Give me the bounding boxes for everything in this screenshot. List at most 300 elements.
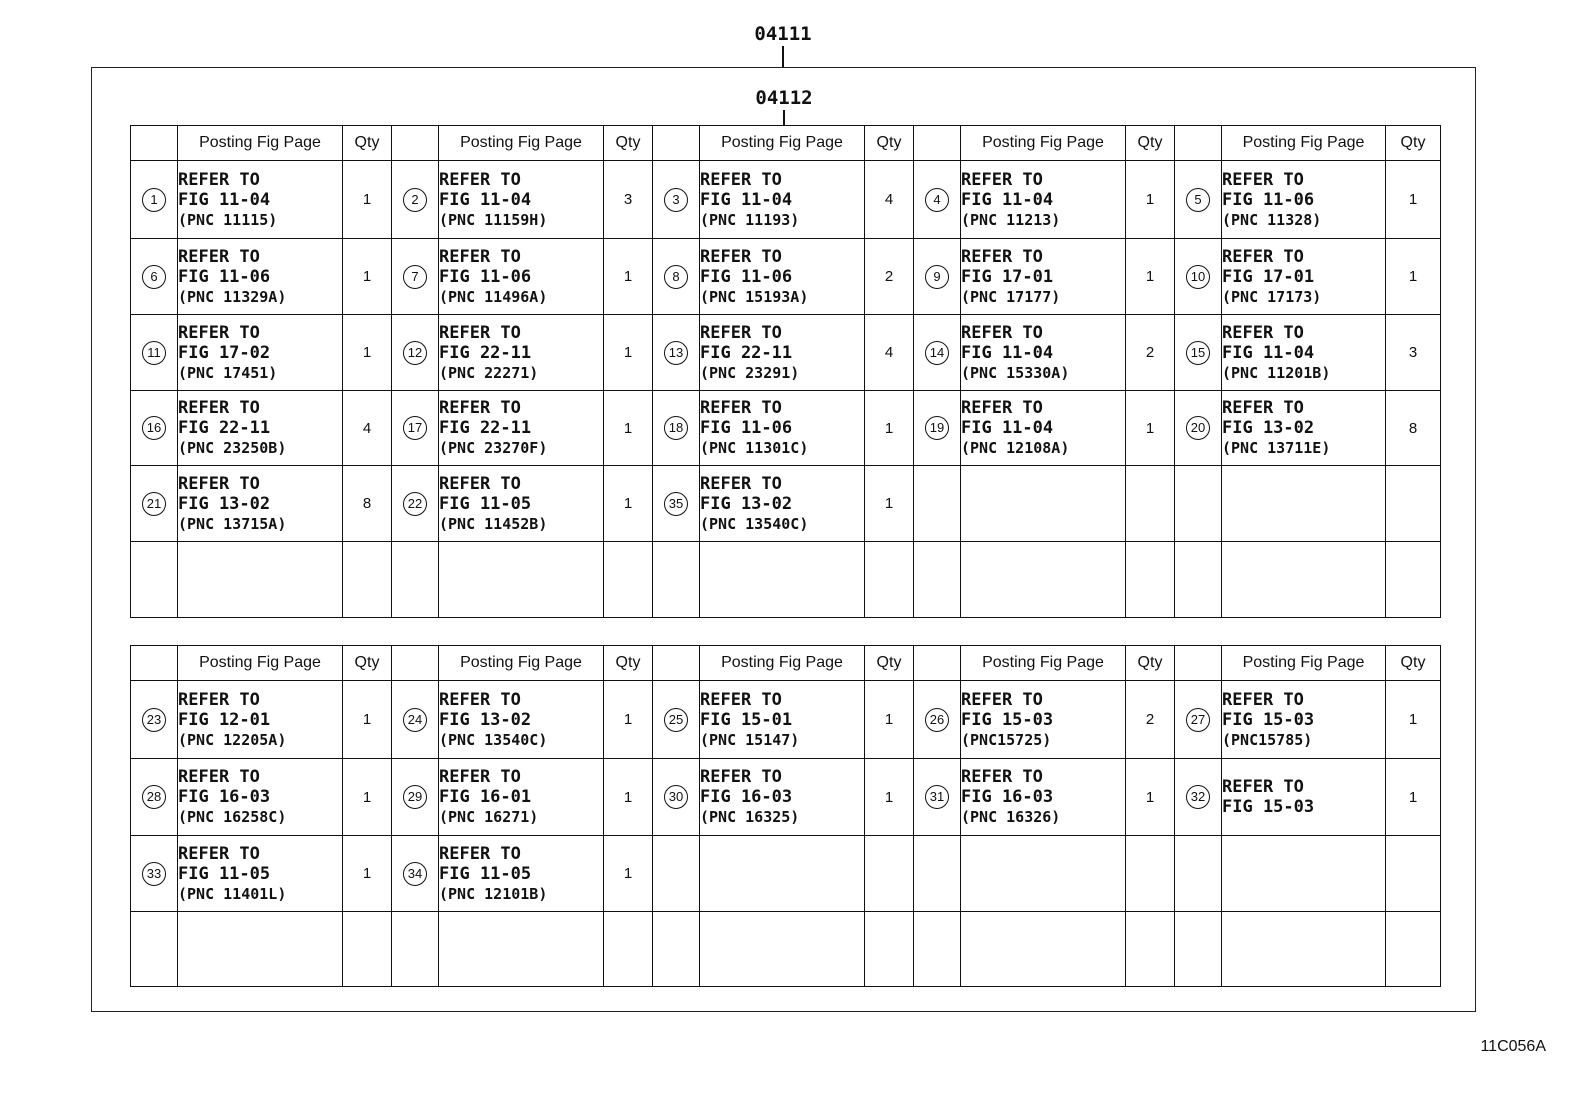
refer-to-text: REFER TO: [1222, 398, 1304, 418]
posting-cell: [178, 239, 343, 315]
pnc-reference: (PNC 17177): [961, 287, 1061, 306]
qty-header: Qty: [1126, 126, 1175, 161]
callout-number: 27: [1186, 708, 1210, 732]
callout-number: 19: [925, 416, 949, 440]
qty-cell: [343, 466, 392, 542]
fig-reference: FIG 13-02: [1222, 418, 1315, 438]
table-row: [131, 542, 1441, 618]
fig-reference: FIG 11-06: [439, 266, 532, 287]
qty-value: 1: [362, 344, 372, 361]
number-header: [1175, 646, 1222, 681]
posting-cell: [700, 315, 865, 391]
refer-to-text: REFER TO: [439, 322, 521, 343]
posting-cell: [1222, 681, 1386, 759]
empty-cell: [653, 912, 700, 987]
callout-number-cell: [653, 466, 700, 542]
empty-cell: [865, 542, 914, 618]
callout-number-cell: [392, 466, 439, 542]
pnc-reference: (PNC 17451): [178, 363, 278, 382]
posting-header: Posting Fig Page: [961, 646, 1126, 681]
fig-reference: FIG 11-04: [1222, 342, 1315, 363]
qty-value: 3: [1408, 344, 1418, 361]
posting-cell: [700, 161, 865, 239]
posting-cell: [1222, 161, 1386, 239]
callout-number: 11: [142, 341, 166, 365]
callout-number-cell: [131, 466, 178, 542]
qty-cell: [343, 391, 392, 466]
callout-number-cell: [1175, 315, 1222, 391]
qty-cell: [1126, 681, 1175, 759]
callout-number-cell: [653, 315, 700, 391]
empty-cell: [1126, 912, 1175, 987]
qty-value: 1: [1408, 711, 1418, 728]
fig-reference: FIG 11-05: [178, 863, 271, 884]
figure-id-label: 11C056A: [1480, 1038, 1546, 1055]
empty-cell: [604, 542, 653, 618]
pnc-reference: (PNC 12108A): [961, 439, 1070, 457]
refer-to-text: REFER TO: [961, 322, 1043, 343]
callout-number: 26: [925, 708, 949, 732]
fig-reference: FIG 16-03: [961, 787, 1054, 807]
qty-value: 8: [1408, 419, 1418, 437]
table-row: [131, 391, 1441, 466]
qty-cell: [865, 391, 914, 466]
posting-cell: [961, 315, 1126, 391]
refer-to-text: REFER TO: [700, 689, 782, 710]
pnc-reference: (PNC 23270F): [439, 439, 548, 457]
qty-cell: [343, 836, 392, 912]
fig-reference: FIG 11-04: [961, 418, 1054, 438]
fig-reference: FIG 11-04: [178, 189, 271, 210]
posting-cell: [439, 759, 604, 836]
refer-to-text: REFER TO: [439, 843, 521, 864]
callout-number-cell: [131, 836, 178, 912]
callout-number-cell: [653, 759, 700, 836]
qty-cell: [604, 315, 653, 391]
header-row: [131, 126, 1441, 161]
fig-reference: FIG 11-04: [439, 189, 532, 210]
fig-reference: FIG 17-01: [961, 266, 1054, 287]
fig-reference: FIG 11-06: [700, 266, 793, 287]
qty-cell: [604, 836, 653, 912]
pnc-reference: (PNC 16271): [439, 808, 539, 826]
qty-header: Qty: [1386, 126, 1441, 161]
refer-to-text: REFER TO: [439, 246, 521, 267]
qty-value: 1: [1145, 191, 1155, 208]
empty-cell: [1386, 836, 1441, 912]
table-row: [131, 836, 1441, 912]
empty-cell: [1126, 542, 1175, 618]
table-row: [131, 759, 1441, 836]
posting-cell: [439, 836, 604, 912]
qty-header: Qty: [865, 126, 914, 161]
refer-to-text: REFER TO: [439, 689, 521, 710]
refer-to-text: REFER TO: [439, 767, 521, 787]
callout-number: 29: [403, 785, 427, 809]
qty-value: 1: [362, 788, 372, 806]
callout-number: 14: [925, 341, 949, 365]
qty-header: Qty: [865, 646, 914, 681]
reference-table-lower: [130, 645, 1441, 987]
number-header: [392, 646, 439, 681]
fig-reference: FIG 11-04: [961, 342, 1054, 363]
qty-cell: [1386, 681, 1441, 759]
refer-to-text: REFER TO: [178, 322, 260, 343]
callout-number-cell: [1175, 681, 1222, 759]
number-header: [131, 646, 178, 681]
qty-cell: [343, 315, 392, 391]
refer-to-text: REFER TO: [178, 767, 260, 787]
empty-cell: [865, 912, 914, 987]
refer-to-text: REFER TO: [961, 246, 1043, 267]
pnc-reference: (PNC 17173): [1222, 287, 1322, 306]
qty-header: Qty: [1126, 646, 1175, 681]
empty-cell: [1126, 836, 1175, 912]
callout-number-cell: [392, 315, 439, 391]
callout-number-cell: [392, 239, 439, 315]
callout-number: 13: [664, 341, 688, 365]
callout-number-cell: [914, 315, 961, 391]
callout-number-cell: [392, 759, 439, 836]
empty-cell: [1175, 912, 1222, 987]
qty-value: 1: [623, 711, 633, 728]
empty-cell: [961, 836, 1126, 912]
qty-value: 1: [884, 711, 894, 728]
posting-header: Posting Fig Page: [700, 646, 865, 681]
callout-number: 21: [142, 492, 166, 516]
callout-number-cell: [131, 759, 178, 836]
refer-to-text: REFER TO: [700, 246, 782, 267]
leader-line-top: [782, 46, 784, 67]
leader-line-inner: [783, 110, 785, 125]
empty-cell: [343, 542, 392, 618]
callout-number: 20: [1186, 416, 1210, 440]
posting-cell: [1222, 391, 1386, 466]
pnc-reference: (PNC 15147): [700, 730, 800, 749]
qty-value: 1: [1408, 191, 1418, 208]
refer-to-text: REFER TO: [439, 169, 521, 190]
posting-cell: [439, 315, 604, 391]
empty-cell: [914, 542, 961, 618]
qty-value: 1: [623, 419, 633, 437]
refer-to-text: REFER TO: [178, 843, 260, 864]
fig-reference: FIG 15-03: [1222, 797, 1315, 817]
callout-number-cell: [914, 161, 961, 239]
empty-cell: [178, 542, 343, 618]
fig-reference: FIG 22-11: [700, 342, 793, 363]
callout-number-cell: [914, 391, 961, 466]
fig-reference: FIG 11-06: [178, 266, 271, 287]
refer-to-text: REFER TO: [961, 169, 1043, 190]
fig-reference: FIG 15-03: [961, 709, 1054, 730]
empty-cell: [653, 836, 700, 912]
refer-to-text: REFER TO: [1222, 322, 1304, 343]
number-header: [914, 646, 961, 681]
callout-number-cell: [131, 681, 178, 759]
posting-cell: [439, 161, 604, 239]
callout-number-cell: [1175, 759, 1222, 836]
qty-header: Qty: [343, 646, 392, 681]
callout-number-cell: [653, 239, 700, 315]
pnc-reference: (PNC15785): [1222, 730, 1313, 749]
callout-number-cell: [131, 161, 178, 239]
qty-header: Qty: [604, 126, 653, 161]
pnc-reference: (PNC 11115): [178, 210, 278, 229]
fig-reference: FIG 11-06: [700, 418, 793, 438]
empty-cell: [1222, 912, 1386, 987]
qty-value: 1: [1408, 268, 1418, 285]
posting-cell: [700, 681, 865, 759]
header-row: [131, 646, 1441, 681]
callout-number: 33: [142, 862, 166, 886]
callout-number: 23: [142, 708, 166, 732]
callout-number: 4: [925, 188, 949, 212]
qty-value: 1: [362, 268, 372, 285]
qty-cell: [1386, 161, 1441, 239]
empty-cell: [1386, 466, 1441, 542]
qty-cell: [865, 315, 914, 391]
pnc-reference: (PNC 11328): [1222, 210, 1322, 229]
qty-value: 8: [362, 495, 372, 512]
qty-value: 4: [884, 344, 894, 361]
posting-cell: [961, 759, 1126, 836]
posting-cell: [178, 681, 343, 759]
empty-cell: [131, 912, 178, 987]
qty-cell: [865, 161, 914, 239]
posting-header: Posting Fig Page: [1222, 646, 1386, 681]
qty-cell: [604, 161, 653, 239]
fig-reference: FIG 16-03: [700, 787, 793, 807]
callout-number-cell: [392, 391, 439, 466]
empty-cell: [439, 542, 604, 618]
pnc-reference: (PNC 15330A): [961, 363, 1070, 382]
callout-number: 34: [403, 862, 427, 886]
pnc-reference: (PNC 16258C): [178, 808, 287, 826]
refer-to-text: REFER TO: [1222, 246, 1304, 267]
callout-number-cell: [131, 239, 178, 315]
qty-value: 1: [362, 191, 372, 208]
callout-number: 17: [403, 416, 427, 440]
qty-cell: [1126, 315, 1175, 391]
fig-reference: FIG 17-01: [1222, 266, 1315, 287]
number-header: [131, 126, 178, 161]
posting-header: Posting Fig Page: [700, 126, 865, 161]
qty-cell: [343, 161, 392, 239]
empty-cell: [1386, 912, 1441, 987]
refer-to-text: REFER TO: [439, 398, 521, 418]
qty-value: 2: [884, 268, 894, 285]
number-header: [653, 126, 700, 161]
empty-cell: [961, 466, 1126, 542]
callout-number: 15: [1186, 341, 1210, 365]
fig-reference: FIG 13-02: [700, 493, 793, 514]
posting-cell: [1222, 315, 1386, 391]
empty-cell: [914, 836, 961, 912]
assembly-callout-04111: 04111: [754, 23, 812, 45]
refer-to-text: REFER TO: [700, 473, 782, 494]
posting-cell: [178, 466, 343, 542]
callout-number: 24: [403, 708, 427, 732]
posting-header: Posting Fig Page: [1222, 126, 1386, 161]
qty-header: Qty: [343, 126, 392, 161]
empty-cell: [700, 836, 865, 912]
pnc-reference: (PNC 11401L): [178, 884, 287, 903]
fig-reference: FIG 17-02: [178, 342, 271, 363]
empty-cell: [914, 912, 961, 987]
qty-cell: [343, 681, 392, 759]
posting-cell: [1222, 239, 1386, 315]
refer-to-text: REFER TO: [439, 473, 521, 494]
qty-value: 2: [1145, 344, 1155, 361]
refer-to-text: REFER TO: [700, 169, 782, 190]
callout-number: 5: [1186, 188, 1210, 212]
number-header: [653, 646, 700, 681]
qty-cell: [1126, 239, 1175, 315]
empty-cell: [1126, 466, 1175, 542]
fig-reference: FIG 11-05: [439, 493, 532, 514]
qty-value: 3: [623, 191, 633, 208]
callout-number-cell: [131, 391, 178, 466]
refer-to-text: REFER TO: [178, 169, 260, 190]
qty-value: 1: [362, 711, 372, 728]
pnc-reference: (PNC 16326): [961, 808, 1061, 826]
refer-to-text: REFER TO: [178, 398, 260, 418]
fig-reference: FIG 13-02: [178, 493, 271, 514]
qty-cell: [604, 466, 653, 542]
callout-number: 32: [1186, 785, 1210, 809]
empty-cell: [914, 466, 961, 542]
subassembly-callout-04112: 04112: [755, 87, 813, 109]
pnc-reference: (PNC 13711E): [1222, 439, 1331, 457]
empty-cell: [1386, 542, 1441, 618]
table-row: [131, 315, 1441, 391]
reference-table-upper: [130, 125, 1441, 618]
callout-number: 10: [1186, 265, 1210, 289]
posting-cell: [439, 681, 604, 759]
refer-to-text: REFER TO: [178, 246, 260, 267]
refer-to-text: REFER TO: [178, 473, 260, 494]
table-row: [131, 912, 1441, 987]
callout-number-cell: [392, 161, 439, 239]
empty-cell: [961, 542, 1126, 618]
refer-to-text: REFER TO: [961, 767, 1043, 787]
pnc-reference: (PNC15725): [961, 730, 1052, 749]
qty-cell: [865, 681, 914, 759]
posting-header: Posting Fig Page: [961, 126, 1126, 161]
fig-reference: FIG 11-04: [700, 189, 793, 210]
callout-number: 35: [664, 492, 688, 516]
fig-reference: FIG 22-11: [439, 418, 532, 438]
callout-number: 30: [664, 785, 688, 809]
pnc-reference: (PNC 16325): [700, 808, 800, 826]
posting-cell: [700, 759, 865, 836]
refer-to-text: REFER TO: [700, 767, 782, 787]
empty-cell: [1222, 466, 1386, 542]
posting-header: Posting Fig Page: [439, 646, 604, 681]
number-header: [1175, 126, 1222, 161]
callout-number: 2: [403, 188, 427, 212]
qty-header: Qty: [604, 646, 653, 681]
table-row: [131, 681, 1441, 759]
qty-value: 2: [1145, 711, 1155, 728]
number-header: [392, 126, 439, 161]
qty-cell: [865, 239, 914, 315]
empty-cell: [343, 912, 392, 987]
empty-cell: [131, 542, 178, 618]
empty-cell: [700, 912, 865, 987]
qty-value: 1: [362, 865, 372, 882]
fig-reference: FIG 16-03: [178, 787, 271, 807]
callout-number: 16: [142, 416, 166, 440]
posting-cell: [961, 239, 1126, 315]
posting-cell: [1222, 759, 1386, 836]
qty-value: 1: [623, 788, 633, 806]
refer-to-text: REFER TO: [1222, 689, 1304, 710]
posting-cell: [700, 391, 865, 466]
callout-number-cell: [1175, 391, 1222, 466]
qty-cell: [1126, 161, 1175, 239]
posting-cell: [178, 315, 343, 391]
qty-cell: [604, 681, 653, 759]
qty-value: 1: [1145, 419, 1155, 437]
empty-cell: [439, 912, 604, 987]
empty-cell: [604, 912, 653, 987]
qty-value: 4: [362, 419, 372, 437]
empty-cell: [865, 836, 914, 912]
refer-to-text: REFER TO: [700, 322, 782, 343]
empty-cell: [392, 542, 439, 618]
qty-cell: [865, 466, 914, 542]
qty-value: 1: [1145, 788, 1155, 806]
table-row: [131, 466, 1441, 542]
callout-number: 18: [664, 416, 688, 440]
fig-reference: FIG 15-01: [700, 709, 793, 730]
callout-number-cell: [1175, 239, 1222, 315]
posting-cell: [439, 466, 604, 542]
callout-number-cell: [653, 681, 700, 759]
callout-number: 8: [664, 265, 688, 289]
refer-to-text: REFER TO: [178, 689, 260, 710]
callout-number: 12: [403, 341, 427, 365]
qty-value: 1: [884, 788, 894, 806]
qty-cell: [1386, 391, 1441, 466]
empty-cell: [1175, 836, 1222, 912]
callout-number: 6: [142, 265, 166, 289]
pnc-reference: (PNC 11329A): [178, 287, 287, 306]
callout-number: 1: [142, 188, 166, 212]
refer-to-text: REFER TO: [1222, 777, 1304, 797]
posting-cell: [961, 161, 1126, 239]
fig-reference: FIG 22-11: [439, 342, 532, 363]
posting-cell: [178, 161, 343, 239]
callout-number: 22: [403, 492, 427, 516]
empty-cell: [1222, 542, 1386, 618]
qty-header: Qty: [1386, 646, 1441, 681]
pnc-reference: (PNC 11301C): [700, 439, 809, 457]
posting-header: Posting Fig Page: [439, 126, 604, 161]
posting-cell: [961, 681, 1126, 759]
qty-value: 1: [623, 495, 633, 512]
pnc-reference: (PNC 13715A): [178, 514, 287, 533]
qty-value: 1: [1408, 788, 1418, 806]
pnc-reference: (PNC 12101B): [439, 884, 548, 903]
pnc-reference: (PNC 11452B): [439, 514, 548, 533]
empty-cell: [1222, 836, 1386, 912]
qty-cell: [604, 391, 653, 466]
pnc-reference: (PNC 13540C): [439, 730, 548, 749]
empty-cell: [700, 542, 865, 618]
callout-number: 31: [925, 785, 949, 809]
